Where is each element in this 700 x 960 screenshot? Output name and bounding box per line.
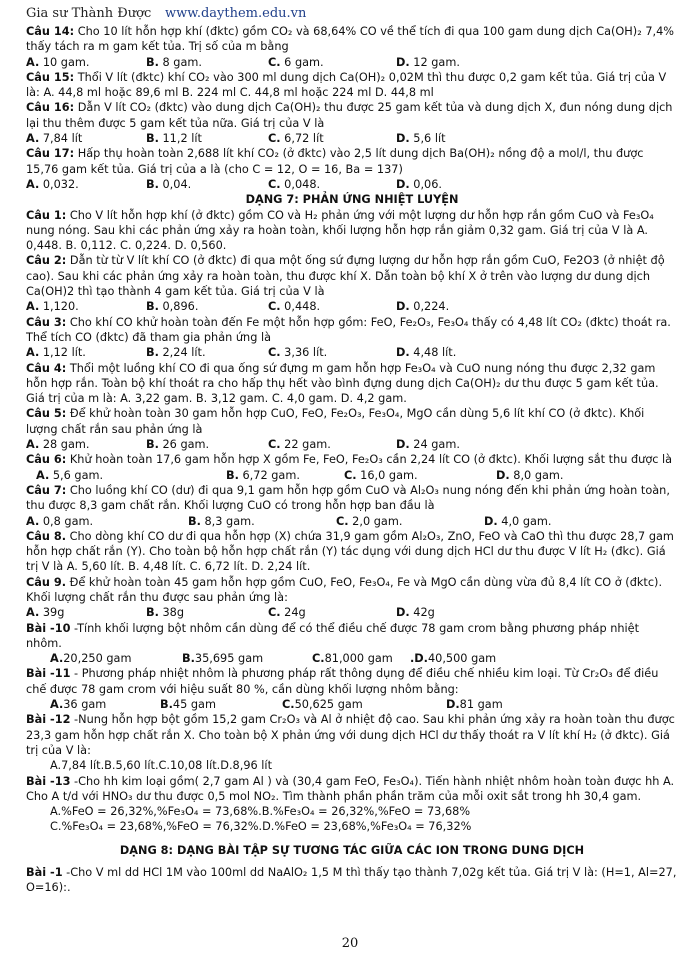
option-letter: B. — [182, 652, 195, 666]
option-letter: C. — [282, 698, 295, 712]
answer-option — [396, 299, 449, 314]
option-text: 2,24 lít. — [158, 346, 206, 360]
question — [26, 712, 678, 758]
answer-option — [268, 131, 396, 146]
question-text: Thổi V lít (đktc) khí CO₂ vào 300 ml dung dịch Ca(OH)₂ 0,02M thì thu được 0,2 gam kết tủa. Giá trị của V là: A. 44,8 ml hoặc 89,6 ml B. 224 ml C. 44,8 ml hoặc 224 ml D. 44,8 ml — [26, 70, 667, 100]
option-letter: C. — [268, 177, 281, 191]
option-letter: A. — [50, 698, 64, 712]
question — [26, 24, 678, 55]
question-text: Để khử hoàn toàn 45 gam hỗn hợp gồm CuO, FeO, Fe₃O₄, Fe và MgO cần dùng vừa đủ 8,4 lít CO ở (đktc). Khối lượng chất rắn thu được sau phản ứng là: — [26, 575, 663, 604]
option-letter: C. — [268, 606, 281, 620]
answer-option — [26, 345, 146, 360]
question-text: Dẫn từ từ V lít khí CO (ở đktc) đi qua một ống sứ đựng lượng dư hỗn hợp rắn gồm CuO, Fe2O3 (ở nhiệt độ cao). Sau khi các phản ứng xảy ra hoàn toàn, thu được khí X. Dẫn toàn bộ khí X ở trên vào lượng dư dung dịch Ca(OH)2 thì tạo thành 4 gam kết tủa. Giá trị của V là — [26, 254, 665, 299]
question-number: Bài -10 — [26, 621, 71, 635]
question — [26, 621, 678, 652]
option-text: 45 gam — [172, 698, 216, 712]
option-letter: C. — [312, 652, 325, 666]
question-number: Câu 1: — [26, 208, 67, 222]
section-heading: DẠNG 7: PHẢN ỨNG NHIỆT LUYỆN — [245, 193, 459, 207]
answer-option — [268, 299, 396, 314]
question — [26, 100, 678, 131]
question — [26, 361, 678, 407]
answer-option — [160, 697, 282, 712]
option-text: 24g — [280, 606, 306, 620]
option-text: 28 gam. — [39, 438, 90, 452]
option-text: 8,0 gam. — [509, 468, 564, 482]
question — [26, 146, 678, 177]
option-letter: A. — [36, 468, 50, 482]
question — [26, 483, 678, 514]
answer-option — [50, 697, 160, 712]
option-text: 22 gam. — [280, 438, 331, 452]
option-letter: B. — [146, 177, 159, 191]
option-text: 6,72 gam. — [238, 468, 300, 482]
option-text: 40,500 gam — [427, 652, 497, 666]
question-text: - Phương pháp nhiệt nhôm là phương pháp rất thông dụng để điều chế nhiều kim loại. Từ Cr₂O₃ để điều chế được 78 gam crom với hiệu suất 80 %, cần dùng khối lượng nhôm bằng: — [26, 667, 659, 696]
option-letter: A. — [26, 606, 40, 620]
question-text: -Nung hỗn hợp bột gồm 15,2 gam Cr₂O₃ và Al ở nhiệt độ cao. Sau khi phản ứng xảy ra hoàn toàn thu được 23,3 gam hỗn hợp chất rắn X. Cho toàn bộ X phản ứng với dung dịch HCl dư thấy thoát ra V lít khí H₂ (ở đktc). Giá trị của V là: — [26, 713, 675, 757]
question-text: Hấp thụ hoàn toàn 2,688 lít khí CO₂ (ở đktc) vào 2,5 lít dung dịch Ba(OH)₂ nồng độ a mol/l, thu được 15,76 gam kết tủa. Giá trị của a là (cho C = 12, O = 16, Ba = 137) — [26, 147, 644, 176]
answer-option — [146, 177, 268, 192]
answer-option — [396, 55, 460, 70]
question-text: Cho luồng khí CO (dư) đi qua 9,1 gam hỗn hợp gồm CuO và Al₂O₃ nung nóng đến khi phản ứng hoàn toàn, thu được 8,3 gam chất rắn. Khối lượng CuO có trong hỗn hợp ban đầu là — [26, 483, 670, 513]
question-text: Cho khí CO khử hoàn toàn đến Fe một hỗn hợp gồm: FeO, Fe₂O₃, Fe₃O₄ thấy có 4,48 lít CO₂ (đktc) thoát ra. Thể tích CO (đktc) đã tham gia phản ứng là — [26, 315, 671, 344]
option-text: 0,224. — [409, 300, 450, 314]
answer-option — [268, 605, 396, 620]
answer-option — [446, 697, 503, 712]
option-text: 0,032. — [39, 177, 79, 191]
option-letter: A. — [26, 177, 40, 191]
option-letter: D. — [396, 606, 410, 620]
answer-options — [26, 177, 678, 192]
question — [26, 253, 678, 299]
question-text: -Cho V ml dd HCl 1M vào 100ml dd NaAlO₂ 1,5 M thì thấy tạo thành 7,02g kết tủa. Giá trị V là: (H=1, Al=27, O=16):. — [26, 866, 677, 895]
option-letter: A. — [26, 55, 40, 69]
page-number: 20 — [341, 936, 359, 951]
question — [26, 666, 678, 697]
option-letter: D. — [446, 698, 460, 712]
option-text: 10 gam. — [39, 55, 90, 69]
option-letter: D. — [396, 438, 410, 452]
answer-option — [182, 651, 312, 666]
option-text: 5,6 gam. — [49, 468, 104, 482]
answer-options — [26, 468, 678, 483]
answer-option — [484, 514, 552, 529]
answer-options — [26, 345, 678, 360]
question — [26, 529, 678, 575]
option-text: 38g — [158, 606, 185, 620]
answer-option — [312, 651, 410, 666]
answer-option — [26, 514, 188, 529]
answer-option — [282, 697, 446, 712]
answer-option — [396, 131, 446, 146]
question-text: Cho V lít hỗn hợp khí (ở đktc) gồm CO và H₂ phản ứng với một lượng dư hỗn hợp rắn gồm CuO và Fe₃O₄ nung nóng. Sau khi các phản ứng xảy ra hoàn toàn, khối lượng hỗn hợp rắn giảm 0,32 gam. Giá trị của V là A. 0,448. B. 0,112. C. 0,224. D. 0,560. — [26, 208, 654, 253]
option-letter: D. — [396, 346, 410, 360]
question-number: Câu 4: — [26, 361, 67, 375]
question-number: Câu 9. — [26, 575, 67, 589]
option-letter: B. — [146, 55, 159, 69]
answer-option — [146, 345, 268, 360]
answer-option — [146, 55, 268, 70]
answer-option — [344, 468, 496, 483]
answer-options — [26, 605, 678, 620]
question-number: Câu 14: — [26, 25, 75, 38]
option-text: 4,48 lít. — [409, 346, 457, 360]
question — [26, 406, 678, 437]
answer-options — [26, 651, 678, 666]
answer-option — [336, 514, 484, 529]
answer-option — [36, 468, 226, 483]
option-letter: C. — [268, 300, 281, 314]
answer-option — [396, 345, 456, 360]
answer-options — [26, 131, 678, 146]
answer-option — [496, 468, 564, 483]
question-number: Câu 5: — [26, 407, 67, 421]
option-letter: C. — [268, 438, 281, 452]
question-number: Bài -12 — [26, 713, 71, 727]
question-number: Câu 17: — [26, 147, 75, 161]
question-number: Câu 3: — [26, 315, 67, 329]
answer-options — [26, 437, 678, 452]
option-text: 6 gam. — [280, 55, 324, 69]
option-text: 11,2 lít — [158, 132, 202, 146]
option-letter: B. — [146, 300, 159, 314]
option-letter: A. — [26, 346, 40, 360]
option-text: 81 gam — [459, 698, 503, 712]
option-text: 12 gam. — [409, 55, 460, 69]
answer-options-line: C.%Fe₃O₄ = 23,68%,%FeO = 76,32%.D.%FeO = 23,68%,%Fe₃O₄ = 76,32% — [50, 820, 472, 834]
question — [26, 208, 678, 254]
option-text: 26 gam. — [158, 438, 210, 452]
question-text: Thổi một luồng khí CO đi qua ống sứ đựng m gam hỗn hợp Fe₃O₄ và CuO nung nóng thu được 2,32 gam hỗn hợp rắn. Toàn bộ khí thoát ra cho hấp thụ hết vào bình đựng dung dịch Ca(OH)₂ dư thu được 5 gam kết tủa. Giá trị của m là: A. 3,22 gam. B. 3,12 gam. C. 4,0 gam. D. 4,2 gam. — [26, 361, 659, 406]
answer-options — [26, 299, 678, 314]
answer-option — [26, 605, 146, 620]
option-text: 36 gam — [63, 698, 107, 712]
exercise-content — [26, 24, 678, 896]
option-text: 2,0 gam. — [348, 514, 403, 528]
answer-option — [26, 299, 146, 314]
answer-option — [396, 437, 460, 452]
option-text: 42g — [409, 606, 435, 620]
option-letter: D. — [496, 468, 510, 482]
option-text: 0,448. — [280, 300, 321, 314]
option-letter: D. — [396, 300, 410, 314]
answer-option — [26, 437, 146, 452]
answer-options — [26, 514, 678, 529]
answer-option — [268, 177, 396, 192]
option-letter: D. — [484, 514, 498, 528]
answer-option — [396, 177, 442, 192]
option-text: 24 gam. — [409, 438, 460, 452]
option-text: 20,250 gam — [63, 652, 132, 666]
question-text: Để khử hoàn toàn 30 gam hỗn hợp CuO, FeO, Fe₂O₃, Fe₃O₄, MgO cần dùng 5,6 lít khí CO (ở đktc). Khối lượng chất rắn sau phản ứng là — [26, 407, 645, 436]
question-text: Dẫn V lít CO₂ (đktc) vào dung dịch Ca(OH)₂ thu được 25 gam kết tủa và dung dịch X, đun nóng dung dịch lại thu thêm được 5 gam kết tủa nữa. Giá trị của V là — [26, 101, 673, 130]
option-text: 7,84 lít — [39, 132, 83, 146]
option-text: 1,120. — [39, 300, 79, 314]
answer-option — [50, 651, 182, 666]
question — [26, 70, 678, 101]
option-text: 0,04. — [158, 177, 192, 191]
option-text: 0,06. — [409, 177, 443, 191]
option-text: 3,36 lít. — [280, 346, 328, 360]
question — [26, 865, 678, 896]
option-letter: A. — [50, 652, 64, 666]
answer-option — [26, 131, 146, 146]
option-letter: D. — [396, 132, 410, 146]
option-letter: A. — [26, 300, 40, 314]
question-number: Câu 15: — [26, 70, 75, 84]
option-letter: C. — [268, 55, 281, 69]
option-text: 4,0 gam. — [497, 514, 552, 528]
option-letter: A. — [26, 132, 40, 146]
question-text: Khử hoàn toàn 17,6 gam hỗn hợp X gồm Fe, FeO, Fe₂O₃ cần 2,24 lít CO (ở đktc). Khối lượng sắt thu được là — [66, 453, 673, 467]
option-letter: B. — [188, 514, 201, 528]
answer-option — [268, 345, 396, 360]
answer-option — [146, 299, 268, 314]
option-letter: B. — [146, 132, 159, 146]
option-letter: C. — [268, 132, 281, 146]
answer-option — [146, 131, 268, 146]
option-text: 0,8 gam. — [39, 514, 94, 528]
option-letter: .D. — [410, 652, 428, 666]
answer-option — [26, 177, 146, 192]
question-number: Bài -13 — [26, 774, 71, 788]
question — [26, 315, 678, 346]
option-letter: B. — [146, 438, 159, 452]
option-text: 5,6 lít — [409, 132, 446, 146]
option-letter: D. — [396, 55, 410, 69]
answer-option — [146, 437, 268, 452]
option-text: 8 gam. — [158, 55, 202, 69]
option-text: 39g — [39, 606, 65, 620]
question — [26, 575, 678, 606]
option-letter: B. — [146, 606, 159, 620]
answer-option — [268, 437, 396, 452]
option-letter: C. — [344, 468, 357, 482]
section-heading: DẠNG 8: DẠNG BÀI TẬP SỰ TƯƠNG TÁC GIỮA CÁC ION TRONG DUNG DỊCH — [119, 843, 585, 857]
option-letter: A. — [26, 514, 40, 528]
answer-option — [26, 55, 146, 70]
option-text: 8,3 gam. — [200, 514, 255, 528]
answer-option — [226, 468, 344, 483]
option-letter: C. — [336, 514, 349, 528]
option-text: 0,896. — [158, 300, 199, 314]
question-number: Bài -1 — [26, 866, 63, 880]
question-number: Bài -11 — [26, 667, 71, 681]
question-text: -Cho hh kim loại gồm( 2,7 gam Al ) và (30,4 gam FeO, Fe₃O₄). Tiến hành nhiệt nhôm hoàn toàn được hh A. Cho A t/d với HNO₃ dư thu được 0,5 mol NO₂. Tìm thành phần phần trăm của mỗi oxit sắt trong hh 30,4 gam. — [26, 774, 675, 803]
option-letter: D. — [396, 177, 410, 191]
question-number: Câu 7: — [26, 483, 67, 497]
question — [26, 452, 678, 467]
question-number: Câu 16: — [26, 101, 75, 115]
option-letter: C. — [268, 346, 281, 360]
answer-options — [26, 697, 678, 712]
header-tutor-name: Gia sư Thành Được — [26, 6, 152, 21]
answer-option — [396, 605, 435, 620]
option-text: 81,000 gam — [324, 652, 393, 666]
answer-options-line: A.%FeO = 26,32%,%Fe₃O₄ = 73,68%.B.%Fe₃O₄ = 26,32%,%FeO = 73,68% — [50, 805, 471, 819]
question-number: Câu 6: — [26, 453, 67, 467]
option-letter: B. — [226, 468, 239, 482]
question-number: Câu 8. — [26, 529, 67, 543]
option-text: 6,72 lít — [280, 132, 324, 146]
question-text: -Tính khối lượng bột nhôm cần dùng để có thể điều chế được 78 gam crom bằng phương pháp nhiệt nhôm. — [26, 621, 640, 650]
question-number: Câu 2: — [26, 254, 67, 268]
option-text: 16,0 gam. — [356, 468, 418, 482]
option-letter: A. — [26, 438, 40, 452]
answer-option — [410, 651, 496, 666]
answer-options — [26, 55, 678, 70]
answer-option — [188, 514, 336, 529]
option-letter: B. — [160, 698, 173, 712]
option-text: 1,12 lít. — [39, 346, 86, 360]
header-website[interactable]: www.daythem.edu.vn — [165, 6, 307, 21]
answer-options-line: A.7,84 lít.B.5,60 lít.C.10,08 lít.D.8,96 lít — [50, 759, 272, 773]
option-text: 0,048. — [280, 177, 321, 191]
option-letter: B. — [146, 346, 159, 360]
question — [26, 774, 678, 805]
answer-option — [268, 55, 396, 70]
option-text: 35,695 gam — [194, 652, 264, 666]
question-text: Cho dòng khí CO dư đi qua hỗn hợp (X) chứa 31,9 gam gồm Al₂O₃, ZnO, FeO và CaO thì thu được 28,7 gam hỗn hợp chất rắn (Y). Cho toàn bộ hỗn hợp chất rắn (Y) tác dụng với dung dịch HCl dư thu được V lít H₂ (đkc). Giá trị V là A. 5,60 lít. B. 4,48 lít. C. 6,72 lít. D. 2,24 lít. — [26, 529, 674, 574]
answer-option — [146, 605, 268, 620]
option-text: 50,625 gam — [294, 698, 363, 712]
question-text: Cho 10 lít hỗn hợp khí (đktc) gồm CO₂ và 68,64% CO về thể tích đi qua 100 gam dung dịch Ca(OH)₂ 7,4% thấy tách ra m gam kết tủa. Trị số của m bằng — [26, 25, 675, 54]
